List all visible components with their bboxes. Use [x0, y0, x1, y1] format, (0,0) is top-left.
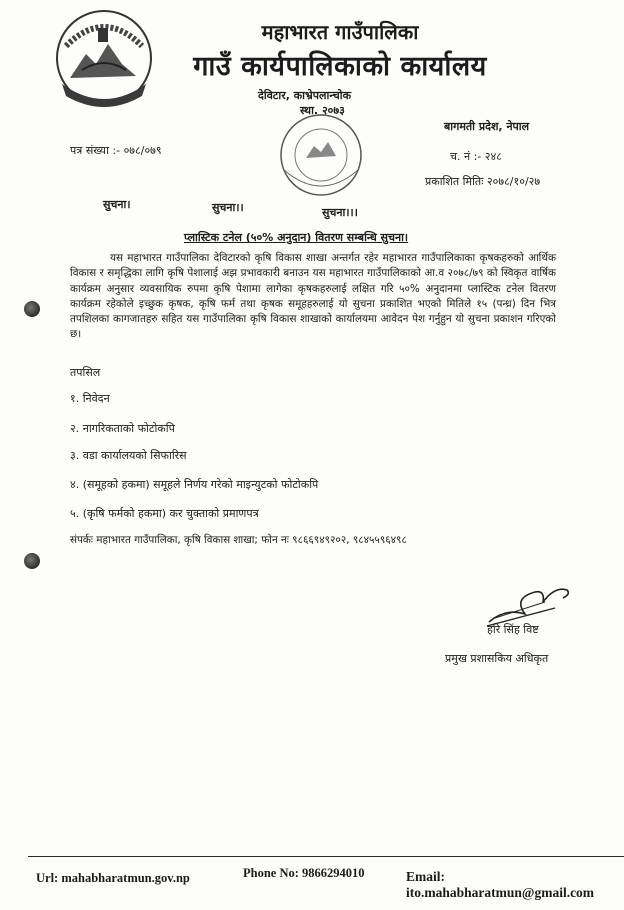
- municipality-name: महाभारत गाउँपालिका: [261, 20, 419, 44]
- office-stamp-icon: [276, 110, 366, 200]
- nepal-emblem-icon: [52, 6, 156, 110]
- notice-subject: प्लास्टिक टनेल (५०% अनुदान) वितरण सम्बन्धि सुचना।: [184, 231, 409, 244]
- office-title: गाउँ कार्यपालिकाको कार्यालय: [193, 51, 487, 82]
- establishment-year: स्था. २०७३: [300, 104, 345, 117]
- footer-url: Url: mahabharatmun.gov.np: [36, 871, 190, 885]
- signatory-title: प्रमुख प्रशासकिय अधिकृत: [445, 652, 549, 665]
- dispatch-number: च. नं :- २४८: [450, 150, 502, 163]
- notice-label-3: सुचना।।।: [322, 206, 358, 219]
- notice-label-2: सुचना।।: [212, 201, 244, 214]
- footer-divider: [28, 856, 624, 857]
- punch-hole: [24, 553, 40, 569]
- published-date: प्रकाशित मितिः २०७८/१०/२७: [425, 175, 541, 188]
- address-line: देविटार, काभ्रेपलान्चोक: [258, 89, 352, 102]
- details-heading: तपसिल: [70, 366, 101, 379]
- list-item: ५. (कृषि फर्मको हकमा) कर चुक्ताको प्रमाणपत्र: [70, 507, 259, 520]
- signature-icon: [485, 578, 577, 628]
- list-item: ४. (समूहको हकमा) समूहले निर्णय गरेको माइन्युटको फोटोकपि: [70, 478, 319, 491]
- punch-hole: [24, 301, 40, 317]
- signatory-name: हरि सिंह विष्ट: [487, 623, 539, 636]
- province-line: बागमती प्रदेश, नेपाल: [444, 120, 530, 133]
- notice-body: यस महाभारत गाउँपालिका देविटारको कृषि विकास शाखा अन्तर्गत रहेर महाभारत गाउँपालिकाका कृषकहरुको आर्थिक विकास र समृद्धिका लागि कृषि पेशालाई अझ प्रभावकारी बनाउन यस महाभारत गाउँपालिकाको आ.व २०७८/७९ को स्विकृत वार्षिक कार्यक्रम अनुसार व्यवसायिक रुपमा कृषि पेशामा लागेका कृषकहरुलाई लक्षित गरि ५०% अनुदानमा प्लास्टिक टनेल वितरण कार्यक्रम रहेकोले इच्छुक कृषक, कृषि फर्म तथा कृषक समूहहरुलाई यो सुचना प्रकाशित भएको मितिले १५ (पन्ध्र) दिन भित्र तपशिलका कागजातहरु सहित यस गाउँपालिका कृषि विकास शाखाको कार्यालयमा आवेदन पेश गर्नुहुन यो सुचना प्रकाशन गरिएको छ।: [70, 252, 556, 341]
- notice-label-1: सुचना।: [103, 198, 131, 211]
- letter-number: पत्र संख्या :- ०७८/०७९: [70, 144, 162, 157]
- footer-email: Email: ito.mahabharatmun@gmail.com: [406, 869, 595, 900]
- list-item: २. नागरिकताको फोटोकपि: [70, 422, 175, 435]
- contact-line: संपर्कः महाभारत गाउँपालिका, कृषि विकास शाखा; फोन नः ९८६६९४९२०२, ९८४५५९६४९८: [70, 534, 407, 546]
- list-item: ३. वडा कार्यालयको सिफारिस: [70, 449, 187, 462]
- list-item: १. निवेदन: [70, 392, 110, 405]
- footer-phone: Phone No: 9866294010: [243, 866, 365, 880]
